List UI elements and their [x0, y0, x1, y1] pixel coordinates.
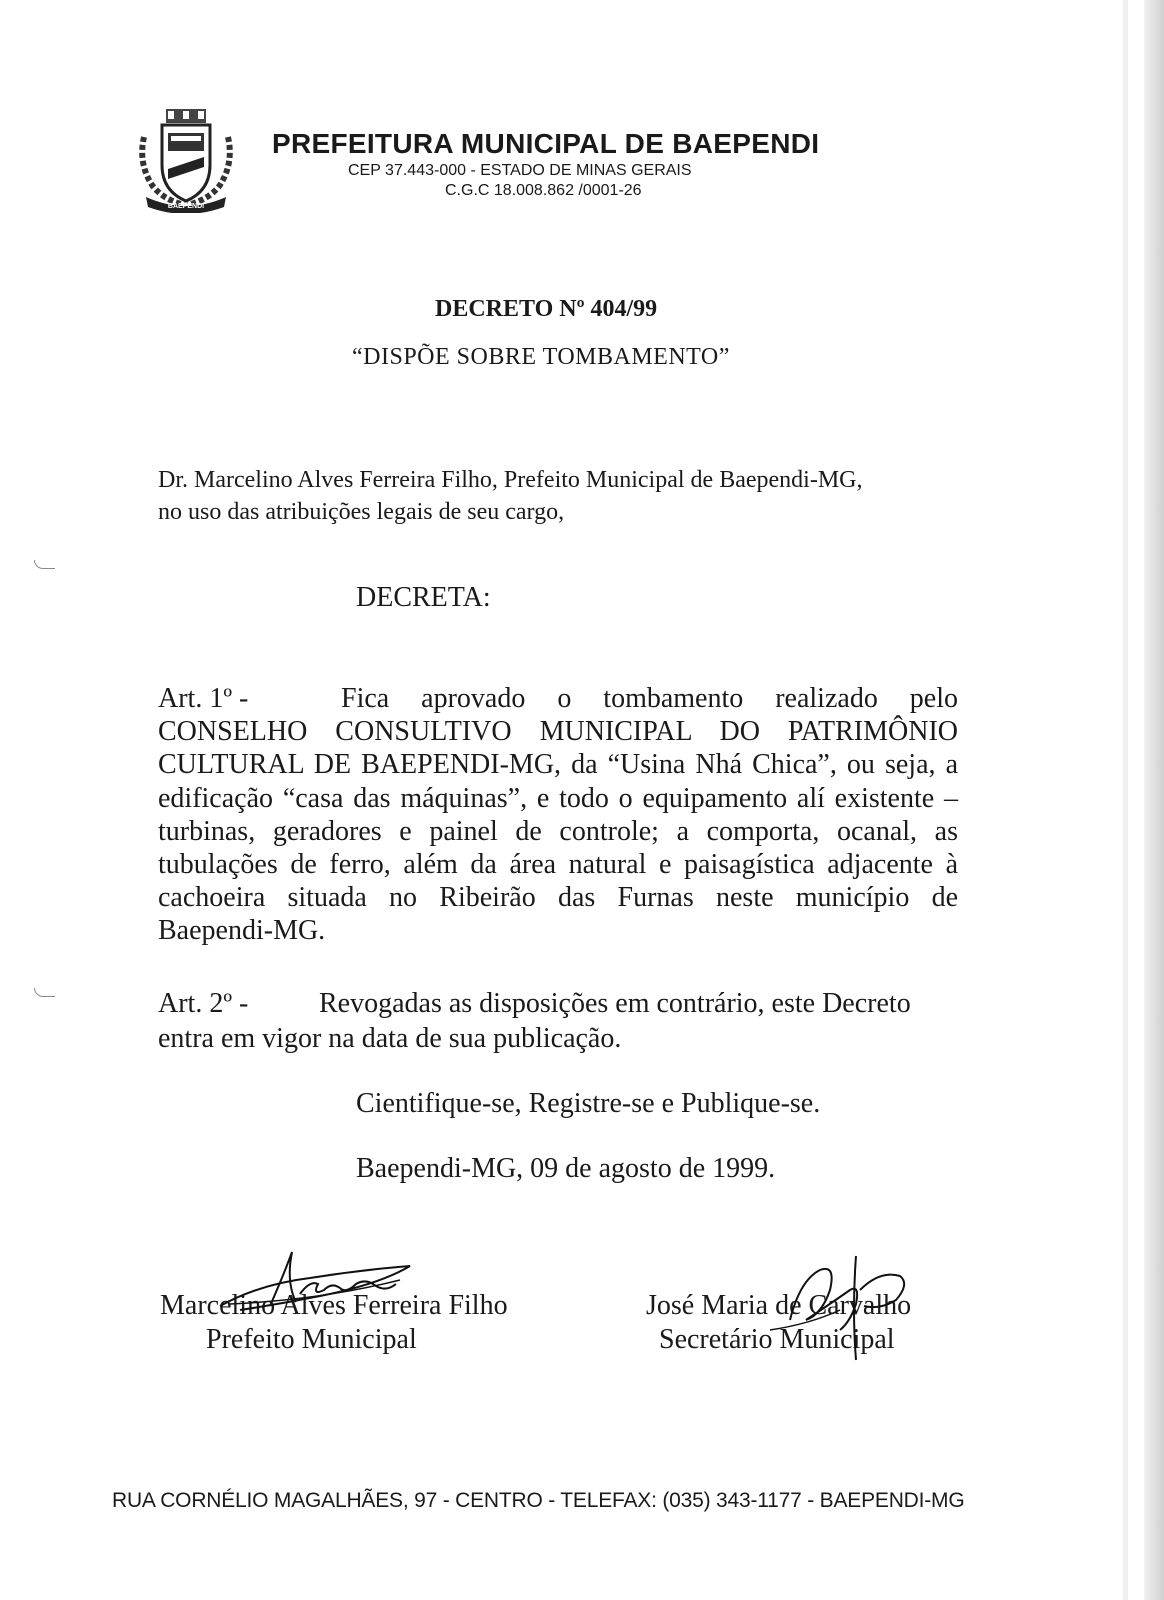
letterhead-footer: RUA CORNÉLIO MAGALHÃES, 97 - CENTRO - TELEFAX: (035) 343-1177 - BAEPENDI-MG — [112, 1489, 965, 1512]
article-1 — [158, 682, 958, 948]
article-1-body: CONSELHO CONSULTIVO MUNICIPAL DO PATRIMÔNIO CULTURAL DE BAEPENDI-MG, da “Usina Nhá Chica”, ou seja, a edificação “casa das máquinas”, e todo o equipamento alí existente – turbinas, geradores e painel de controle; a comporta, ocanal, as tubulações de ferro, além da área natural e paisagística adjacente à cachoeira situada no Ribeirão das Furnas neste município de Baependi-MG. — [158, 716, 958, 947]
signatory-left-role: Prefeito Municipal — [206, 1324, 417, 1355]
scan-mark — [34, 560, 55, 569]
letterhead-cgc: C.G.C 18.008.862 /0001-26 — [445, 182, 642, 199]
scan-edge-line — [1123, 0, 1128, 1600]
letterhead-address: CEP 37.443-000 - ESTADO DE MINAS GERAIS — [348, 162, 692, 179]
article-2-first-text: Revogadas as disposições em contrário, este Decreto — [319, 988, 911, 1019]
signatory-right-name: José Maria de Carvalho — [646, 1290, 912, 1321]
dateline: Baependi-MG, 09 de agosto de 1999. — [356, 1153, 776, 1184]
article-1-first-text: Fica aprovado o tombamento realizado pelo — [341, 683, 958, 714]
article-2 — [158, 986, 958, 1056]
municipal-crest-icon — [138, 107, 234, 213]
scan-mark — [34, 988, 55, 997]
article-2-first-line — [158, 986, 958, 1021]
intro-line: Dr. Marcelino Alves Ferreira Filho, Prefeito Municipal de Baependi-MG, — [158, 467, 863, 493]
decree-subject: “DISPÕE SOBRE TOMBAMENTO” — [352, 344, 730, 370]
letterhead-title: PREFEITURA MUNICIPAL DE BAEPENDI — [272, 128, 820, 159]
scan-edge — [1144, 0, 1164, 1600]
signatory-right-role: Secretário Municipal — [659, 1324, 895, 1355]
crest-text: BAEPENDI — [167, 203, 205, 210]
article-2-label: Art. 2º - — [158, 988, 249, 1019]
decreta-heading: DECRETA: — [356, 582, 491, 613]
intro-paragraph — [158, 464, 958, 528]
signatory-left-name: Marcelino Alves Ferreira Filho — [160, 1290, 508, 1321]
closing-formula: Cientifique-se, Registre-se e Publique-se. — [356, 1088, 821, 1119]
intro-line: no uso das atribuições legais de seu cargo, — [158, 499, 565, 525]
article-1-first-line — [158, 682, 958, 715]
article-2-second-line: entra em vigor na data de sua publicação. — [158, 1023, 622, 1054]
decree-number: DECRETO Nº 404/99 — [435, 296, 658, 322]
article-1-label: Art. 1º - — [158, 683, 249, 714]
